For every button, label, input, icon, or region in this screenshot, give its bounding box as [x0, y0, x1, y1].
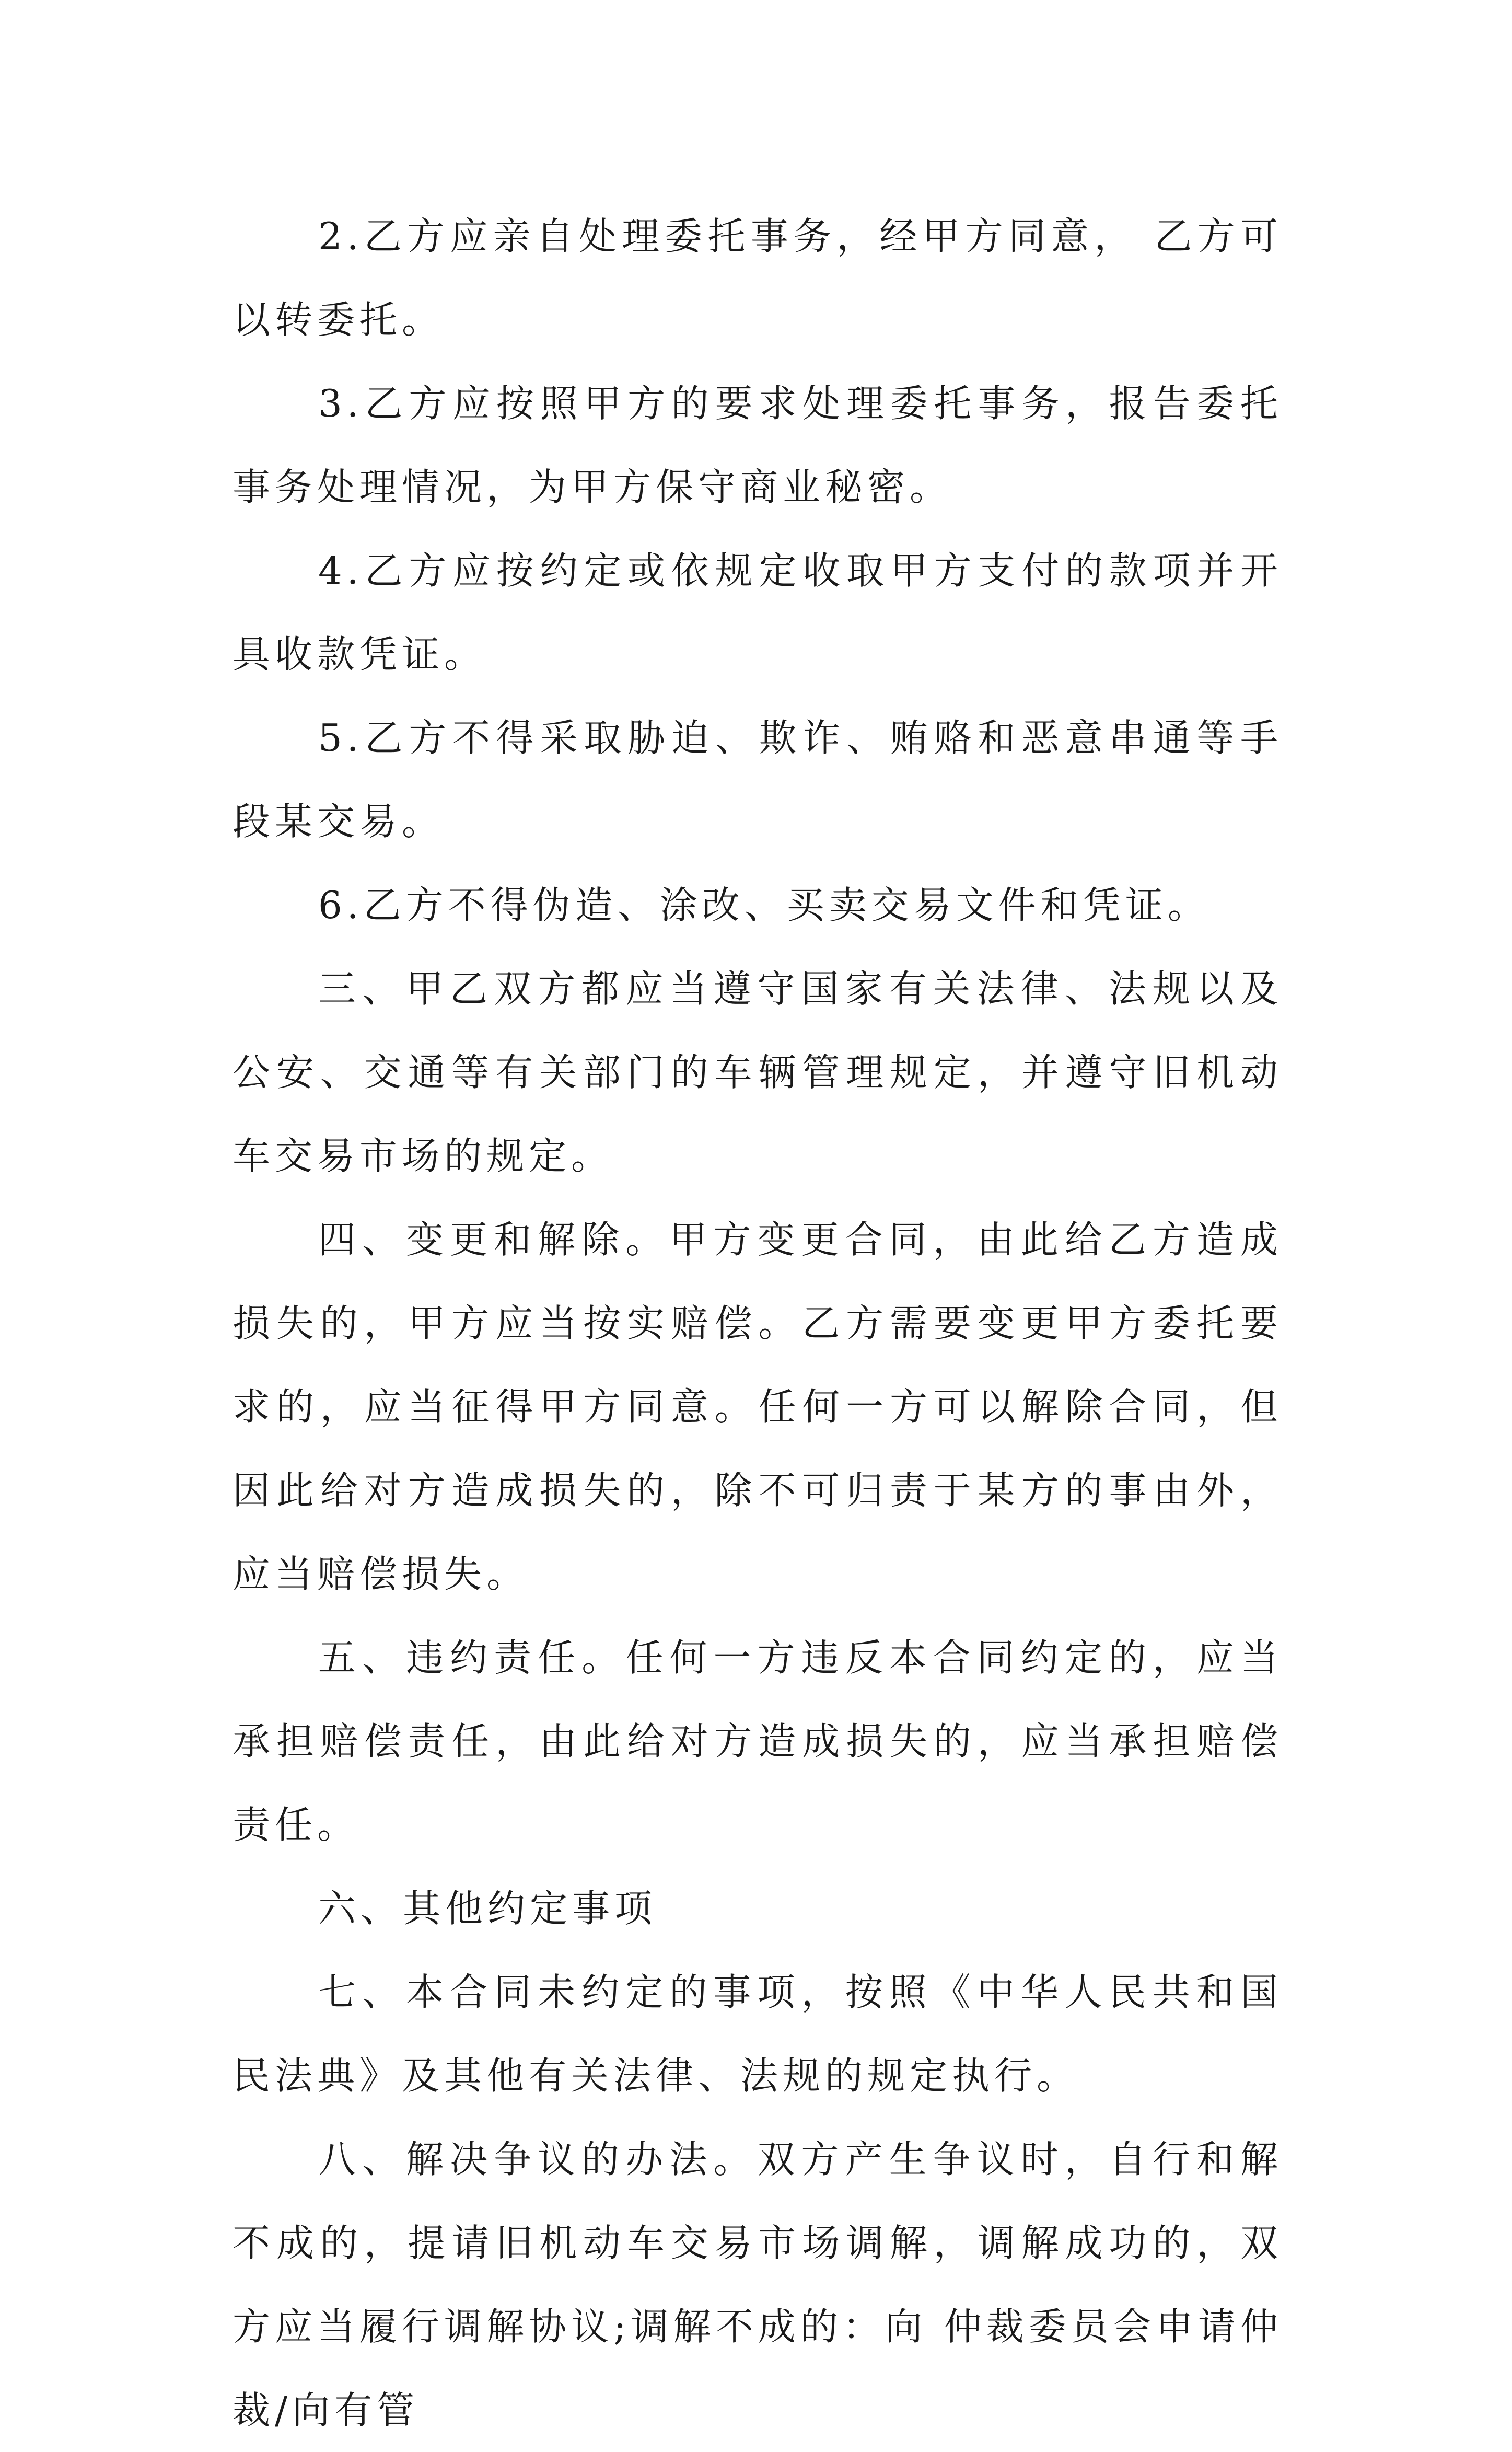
paragraph-section-5: 五、违约责任。任何一方违反本合同约定的，应当承担赔偿责任，由此给对方造成损失的，应当承担赔偿责任。: [232, 1636, 1283, 1847]
paragraph-section-4: 四、变更和解除。甲方变更合同，由此给乙方造成损失的，甲方应当按实赔偿。乙方需要变更甲方委托要求的，应当征得甲方同意。任何一方可以解除合同，但因此给对方造成损失的，除不可归责于某方的事由外，应当赔偿损失。: [232, 1218, 1283, 1596]
paragraph-item-2: 2.乙方应亲自处理委托事务，经甲方同意， 乙方可以转委托。: [232, 214, 1283, 342]
paragraph-section-7: 七、本合同未约定的事项，按照《中华人民共和国民法典》及其他有关法律、法规的规定执行。: [232, 1970, 1283, 2098]
paragraph-section-8: 八、解决争议的办法。双方产生争议时，自行和解不成的，提请旧机动车交易市场调解，调解成功的，双方应当履行调解协议;调解不成的：向 仲裁委员会申请仲裁/向有管: [232, 2137, 1283, 2432]
paragraph-item-4: 4.乙方应按约定或依规定收取甲方支付的款项并开具收款凭证。: [232, 549, 1283, 676]
paragraph-item-3: 3.乙方应按照甲方的要求处理委托事务，报告委托事务处理情况，为甲方保守商业秘密。: [232, 381, 1283, 509]
paragraph-section-3: 三、甲乙双方都应当遵守国家有关法律、法规以及公安、交通等有关部门的车辆管理规定，并遵守旧机动车交易市场的规定。: [232, 967, 1283, 1178]
paragraph-item-5: 5.乙方不得采取胁迫、欺诈、贿赂和恶意串通等手段某交易。: [232, 716, 1283, 843]
paragraph-section-6: 六、其他约定事项: [318, 1887, 657, 1930]
paragraph-item-6: 6.乙方不得伪造、涂改、买卖交易文件和凭证。: [318, 883, 1210, 927]
document-body: [232, 194, 1283, 2452]
